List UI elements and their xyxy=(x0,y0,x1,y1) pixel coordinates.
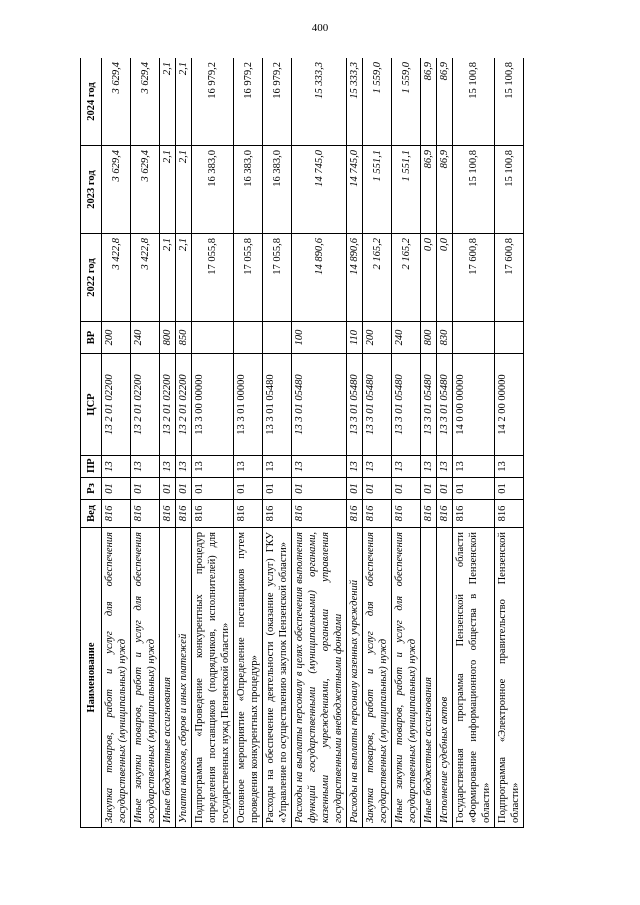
cell-2023: 16 383,0 xyxy=(234,146,263,234)
cell-csr: 13 3 01 00000 xyxy=(234,354,263,456)
header-name: Наименование xyxy=(81,528,102,828)
cell-name: Подпрограмма «Проведение конкурентных процедур определения поставщиков (подрядчиков, исполнителей) для государственных нужд Пензенской области» xyxy=(192,528,234,828)
cell-pr: 13 xyxy=(192,456,234,478)
cell-2022: 2 165,2 xyxy=(363,234,392,322)
table-row xyxy=(102,58,131,828)
cell-ved: 816 xyxy=(192,500,234,528)
cell-2023: 3 629,4 xyxy=(131,146,160,234)
cell-rz: 01 xyxy=(292,478,347,500)
cell-name: Государственная программа Пензенской области «Формирование информационного общества в Пензенской области» xyxy=(453,528,495,828)
cell-2024: 16 979,2 xyxy=(192,58,234,146)
cell-pr: 13 xyxy=(263,456,292,478)
cell-csr: 13 3 01 05480 xyxy=(363,354,392,456)
cell-2024: 3 629,4 xyxy=(131,58,160,146)
cell-name: Закупка товаров, работ и услуг для обеспечения государственных (муниципальных) нужд xyxy=(363,528,392,828)
cell-csr: 13 3 01 05480 xyxy=(437,354,453,456)
cell-pr: 13 xyxy=(234,456,263,478)
cell-csr: 14 2 00 00000 xyxy=(495,354,524,456)
cell-2022: 2,1 xyxy=(160,234,176,322)
cell-2023: 86,9 xyxy=(421,146,437,234)
header-ved: Вед xyxy=(81,500,102,528)
cell-name: Закупка товаров, работ и услуг для обеспечения государственных (муниципальных) нужд xyxy=(102,528,131,828)
cell-ved: 816 xyxy=(160,500,176,528)
cell-pr: 13 xyxy=(160,456,176,478)
cell-name: Иные бюджетные ассигнования xyxy=(421,528,437,828)
table-row xyxy=(131,58,160,828)
cell-vr: 200 xyxy=(102,322,131,354)
cell-2023: 16 383,0 xyxy=(192,146,234,234)
cell-name: Расходы на обеспечение деятельности (оказание услуг) ГКУ «Управление по осуществлению закупок Пензенской области» xyxy=(263,528,292,828)
cell-pr: 13 xyxy=(102,456,131,478)
cell-pr: 13 xyxy=(392,456,421,478)
cell-vr: 800 xyxy=(160,322,176,354)
cell-2024: 16 979,2 xyxy=(263,58,292,146)
cell-csr: 13 2 01 02200 xyxy=(160,354,176,456)
cell-2023: 14 745,0 xyxy=(347,146,363,234)
cell-2023: 2,1 xyxy=(160,146,176,234)
table-row xyxy=(347,58,363,828)
header-2024: 2024 год xyxy=(81,58,102,146)
cell-2024: 2,1 xyxy=(160,58,176,146)
header-pr: ПР xyxy=(81,456,102,478)
cell-vr: 850 xyxy=(176,322,192,354)
cell-2024: 15 100,8 xyxy=(453,58,495,146)
cell-pr: 13 xyxy=(292,456,347,478)
cell-pr: 13 xyxy=(131,456,160,478)
table-body xyxy=(102,58,524,828)
table-row xyxy=(363,58,392,828)
cell-2024: 15 100,8 xyxy=(495,58,524,146)
cell-2024: 2,1 xyxy=(176,58,192,146)
cell-ved: 816 xyxy=(263,500,292,528)
cell-2024: 15 333,3 xyxy=(292,58,347,146)
table-row xyxy=(234,58,263,828)
cell-2023: 1 551,1 xyxy=(392,146,421,234)
cell-ved: 816 xyxy=(292,500,347,528)
cell-2024: 86,9 xyxy=(421,58,437,146)
cell-vr xyxy=(453,322,495,354)
cell-2022: 17 055,8 xyxy=(192,234,234,322)
cell-2022: 17 055,8 xyxy=(234,234,263,322)
header-vr: ВР xyxy=(81,322,102,354)
cell-rz: 01 xyxy=(176,478,192,500)
budget-table xyxy=(80,58,524,828)
cell-pr: 13 xyxy=(437,456,453,478)
cell-vr: 240 xyxy=(392,322,421,354)
cell-rz: 01 xyxy=(421,478,437,500)
cell-pr: 13 xyxy=(421,456,437,478)
cell-2022: 17 600,8 xyxy=(453,234,495,322)
cell-vr: 830 xyxy=(437,322,453,354)
cell-2024: 86,9 xyxy=(437,58,453,146)
cell-vr: 110 xyxy=(347,322,363,354)
cell-vr: 240 xyxy=(131,322,160,354)
cell-ved: 816 xyxy=(234,500,263,528)
cell-ved: 816 xyxy=(421,500,437,528)
cell-rz: 01 xyxy=(437,478,453,500)
cell-2024: 16 979,2 xyxy=(234,58,263,146)
header-rz: Рз xyxy=(81,478,102,500)
cell-2023: 1 551,1 xyxy=(363,146,392,234)
cell-vr xyxy=(192,322,234,354)
cell-csr: 13 3 01 05480 xyxy=(421,354,437,456)
table-row xyxy=(176,58,192,828)
cell-2022: 17 055,8 xyxy=(263,234,292,322)
cell-csr: 13 2 01 02200 xyxy=(131,354,160,456)
cell-2023: 86,9 xyxy=(437,146,453,234)
cell-pr: 13 xyxy=(363,456,392,478)
cell-ved: 816 xyxy=(495,500,524,528)
cell-rz: 01 xyxy=(160,478,176,500)
cell-csr: 13 2 01 02200 xyxy=(102,354,131,456)
cell-name: Уплата налогов, сборов и иных платежей xyxy=(176,528,192,828)
cell-vr: 200 xyxy=(363,322,392,354)
cell-rz: 01 xyxy=(392,478,421,500)
cell-rz: 01 xyxy=(453,478,495,500)
cell-rz: 01 xyxy=(263,478,292,500)
cell-csr: 13 3 01 05480 xyxy=(292,354,347,456)
cell-vr: 800 xyxy=(421,322,437,354)
cell-2024: 1 559,0 xyxy=(363,58,392,146)
cell-rz: 01 xyxy=(192,478,234,500)
table-row xyxy=(453,58,495,828)
rotated-table-inner xyxy=(80,58,574,828)
cell-2023: 2,1 xyxy=(176,146,192,234)
cell-name: Иные закупки товаров, работ и услуг для обеспечения государственных (муниципальных) нужд xyxy=(131,528,160,828)
cell-vr xyxy=(234,322,263,354)
table-row xyxy=(437,58,453,828)
cell-2024: 3 629,4 xyxy=(102,58,131,146)
cell-ved: 816 xyxy=(437,500,453,528)
cell-ved: 816 xyxy=(363,500,392,528)
cell-rz: 01 xyxy=(495,478,524,500)
cell-2023: 3 629,4 xyxy=(102,146,131,234)
rotated-table-frame xyxy=(80,58,574,828)
page-number: 400 xyxy=(311,22,329,34)
cell-2022: 3 422,8 xyxy=(102,234,131,322)
cell-2022: 17 600,8 xyxy=(495,234,524,322)
cell-pr: 13 xyxy=(495,456,524,478)
cell-rz: 01 xyxy=(347,478,363,500)
table-row xyxy=(160,58,176,828)
table-row xyxy=(192,58,234,828)
cell-2023: 15 100,8 xyxy=(453,146,495,234)
cell-2022: 0,0 xyxy=(421,234,437,322)
cell-name: Основное мероприятие «Определение поставщиков путем проведения конкурентных процедур» xyxy=(234,528,263,828)
cell-pr: 13 xyxy=(453,456,495,478)
cell-ved: 816 xyxy=(453,500,495,528)
cell-csr: 13 3 01 05480 xyxy=(263,354,292,456)
table-row xyxy=(292,58,347,828)
cell-ved: 816 xyxy=(347,500,363,528)
cell-vr xyxy=(495,322,524,354)
cell-rz: 01 xyxy=(234,478,263,500)
table-row xyxy=(392,58,421,828)
cell-ved: 816 xyxy=(102,500,131,528)
cell-csr: 13 3 01 05480 xyxy=(392,354,421,456)
cell-name: Иные бюджетные ассигнования xyxy=(160,528,176,828)
cell-csr: 14 0 00 00000 xyxy=(453,354,495,456)
cell-csr: 13 3 00 00000 xyxy=(192,354,234,456)
header-2022: 2022 год xyxy=(81,234,102,322)
cell-2024: 15 333,3 xyxy=(347,58,363,146)
cell-pr: 13 xyxy=(347,456,363,478)
cell-name: Иные закупки товаров, работ и услуг для обеспечения государственных (муниципальных) нужд xyxy=(392,528,421,828)
cell-name: Подпрограмма «Электронное правительство Пензенской области» xyxy=(495,528,524,828)
cell-rz: 01 xyxy=(131,478,160,500)
table-row xyxy=(421,58,437,828)
cell-2023: 16 383,0 xyxy=(263,146,292,234)
cell-ved: 816 xyxy=(392,500,421,528)
cell-rz: 01 xyxy=(102,478,131,500)
header-csr: ЦСР xyxy=(81,354,102,456)
header-2023: 2023 год xyxy=(81,146,102,234)
cell-csr: 13 3 01 05480 xyxy=(347,354,363,456)
cell-name: Исполнение судебных актов xyxy=(437,528,453,828)
cell-name: Расходы на выплаты персоналу казенных учреждений xyxy=(347,528,363,828)
cell-vr xyxy=(263,322,292,354)
cell-2022: 0,0 xyxy=(437,234,453,322)
cell-ved: 816 xyxy=(176,500,192,528)
cell-2022: 14 890,6 xyxy=(347,234,363,322)
cell-2022: 2 165,2 xyxy=(392,234,421,322)
cell-2022: 14 890,6 xyxy=(292,234,347,322)
cell-2022: 3 422,8 xyxy=(131,234,160,322)
table-row xyxy=(263,58,292,828)
cell-name: Расходы на выплаты персоналу в целях обеспечения выполнения функций государственными (муниципальными) органами, казенными учреждениями, органами управления государственными внебюджетными фондами xyxy=(292,528,347,828)
cell-2023: 15 100,8 xyxy=(495,146,524,234)
cell-pr: 13 xyxy=(176,456,192,478)
cell-ved: 816 xyxy=(131,500,160,528)
table-header-row xyxy=(81,58,102,828)
cell-vr: 100 xyxy=(292,322,347,354)
cell-rz: 01 xyxy=(363,478,392,500)
cell-csr: 13 2 01 02200 xyxy=(176,354,192,456)
table-row xyxy=(495,58,524,828)
cell-2024: 1 559,0 xyxy=(392,58,421,146)
cell-2023: 14 745,0 xyxy=(292,146,347,234)
cell-2022: 2,1 xyxy=(176,234,192,322)
